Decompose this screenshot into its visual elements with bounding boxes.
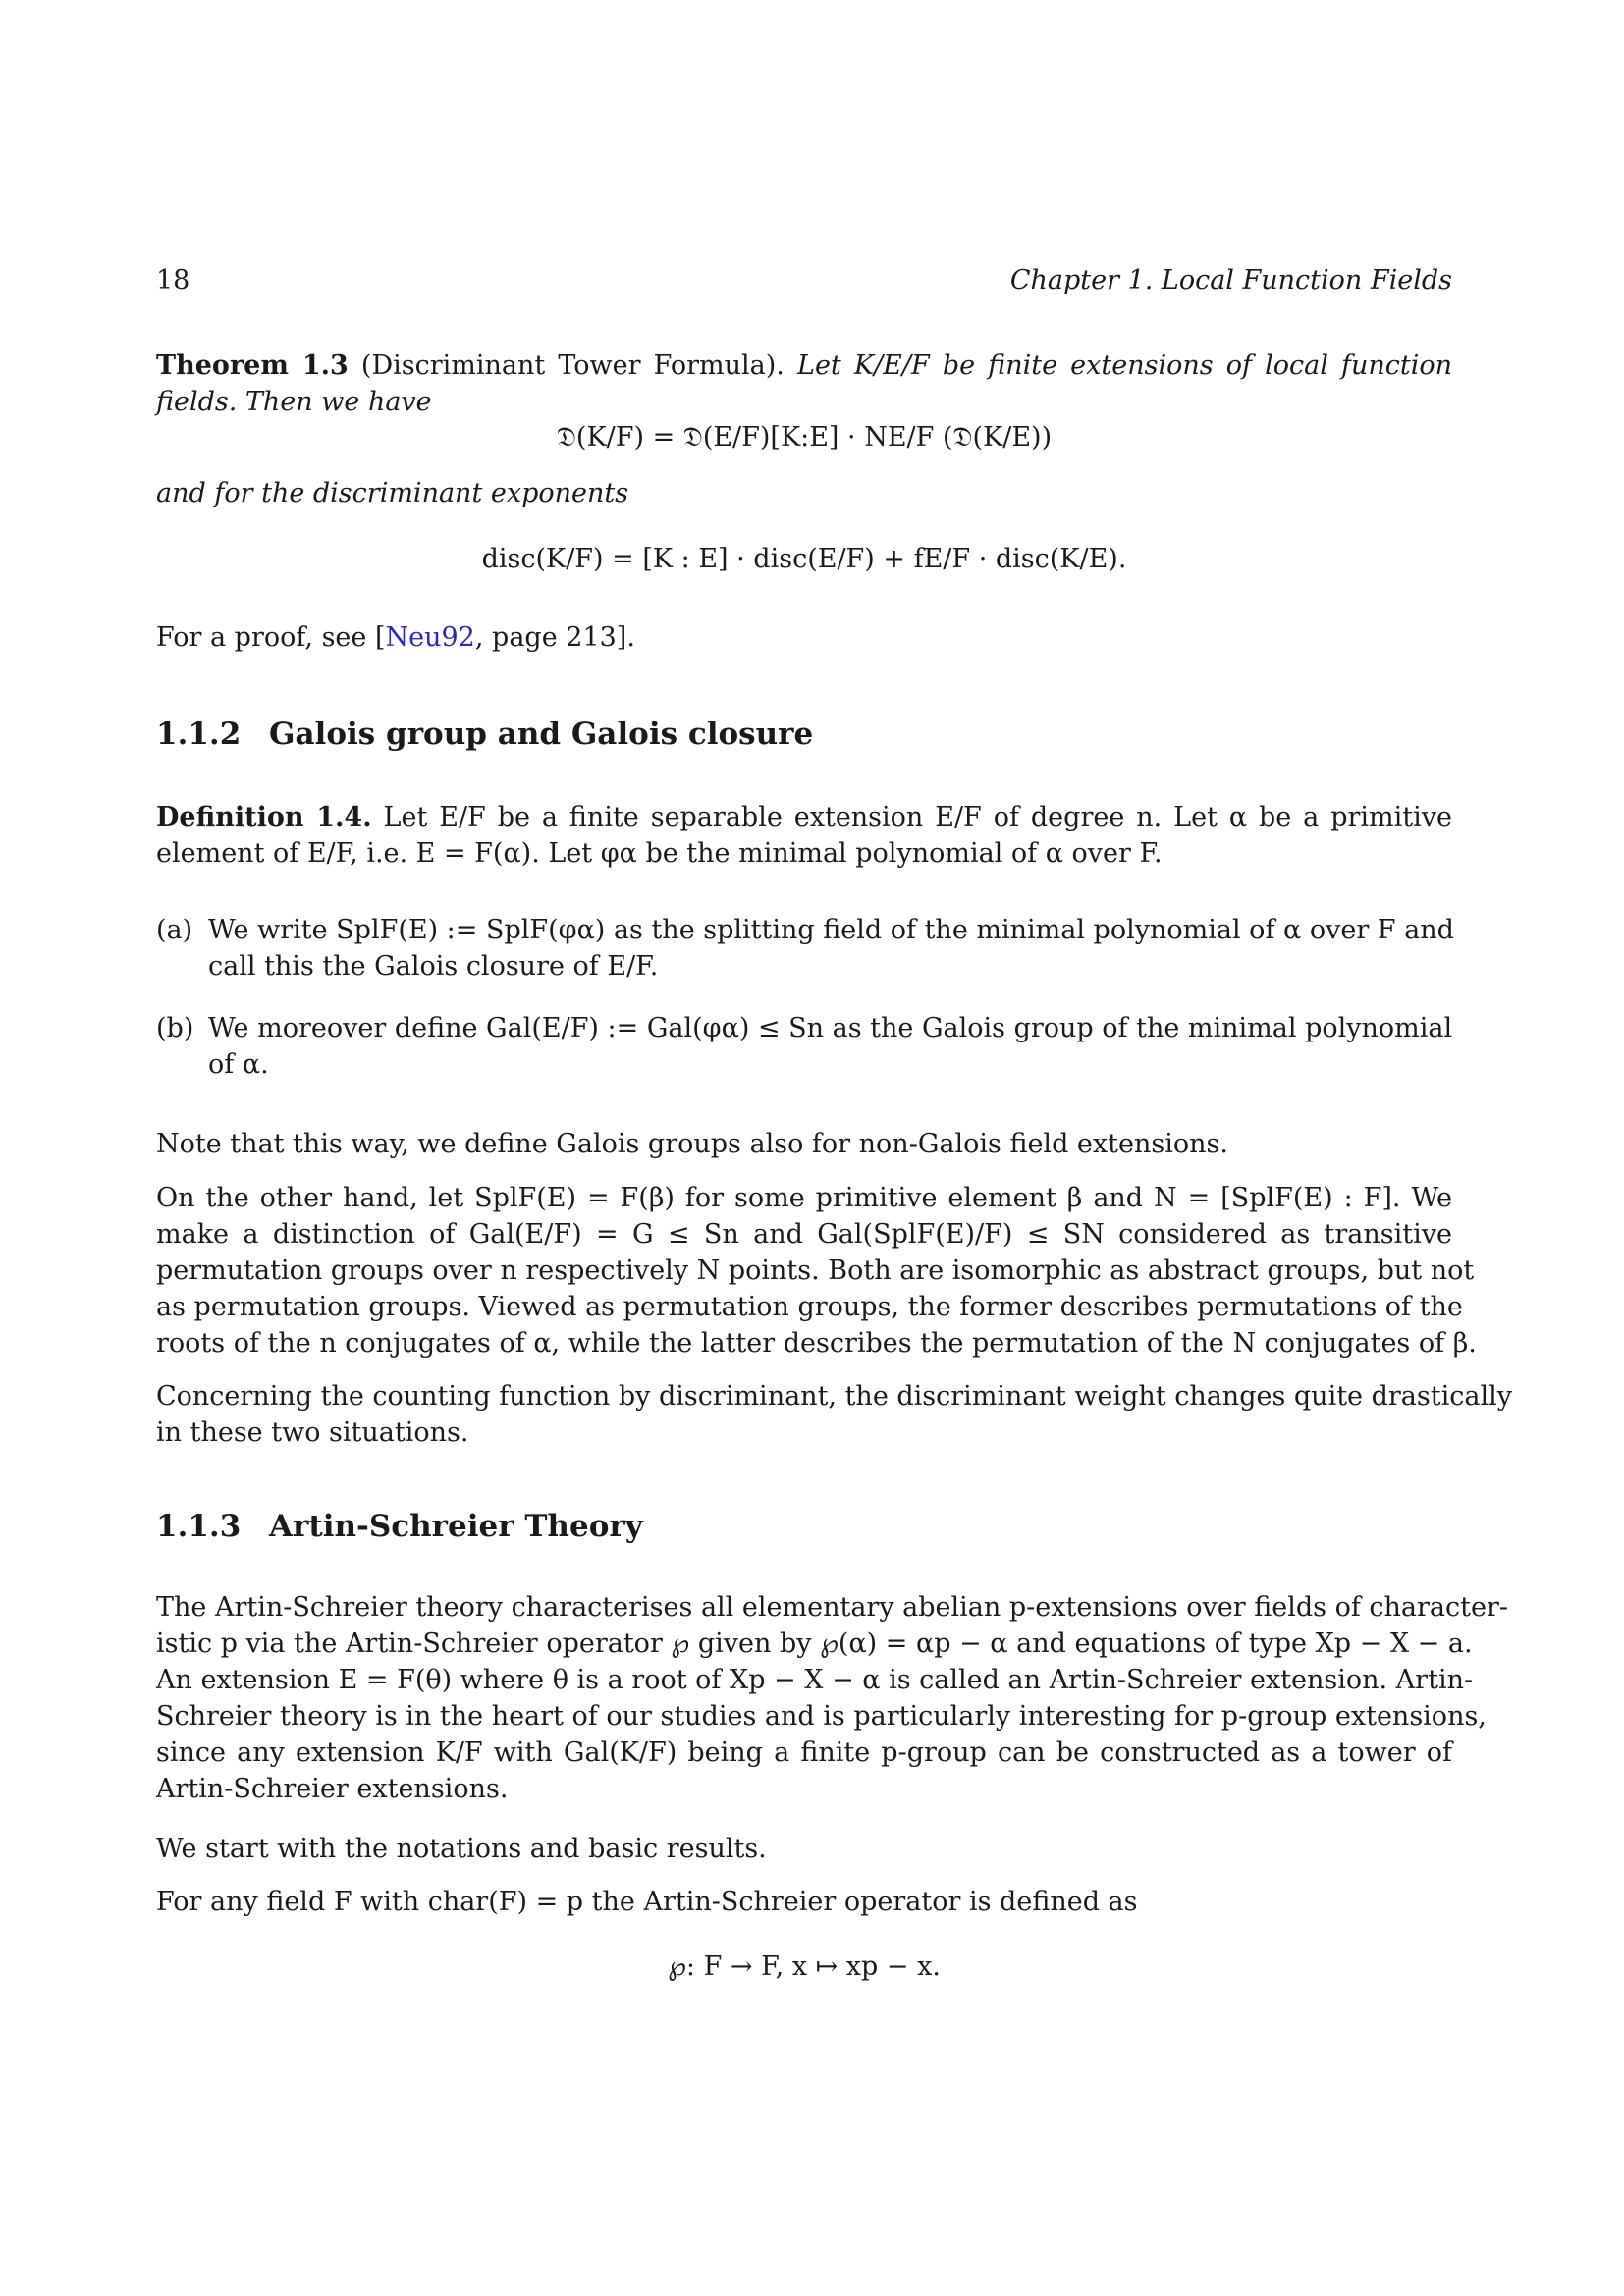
item-a-label: (a) — [156, 915, 193, 945]
equation-disc-exponents: disc(K/F) = [K : E] · disc(E/F) + fE/F · disc(K/E). — [481, 544, 1127, 574]
running-title: Chapter 1. Local Function Fields — [1009, 265, 1452, 295]
theorem-statement-1: Let K/E/F be finite extensions of local function — [797, 350, 1452, 381]
page-number: 18 — [156, 265, 190, 295]
equation-artin-schreier-operator: ℘: F → F, x ↦ xp − x. — [668, 1951, 941, 1982]
theorem-and-text: and for the discriminant exponents — [156, 478, 629, 508]
artin-para-3: An extension E = F(θ) where θ is a root of Xp − X − α is called an Artin-Schreier extension. Artin- — [156, 1665, 1474, 1695]
artin-para-6: Artin-Schreier extensions. — [156, 1774, 509, 1804]
paragraph-other-hand-1: On the other hand, let SplF(E) = F(β) for some primitive element β and N = [SplF(E) : F]. We — [156, 1183, 1452, 1213]
paragraph-other-hand-2: make a distinction of Gal(E/F) = G ≤ Sn and Gal(SplF(E)/F) ≤ SN considered as transitive — [156, 1219, 1452, 1250]
artin-para-5: since any extension K/F with Gal(K/F) being a finite p-group can be constructed as a tower of — [156, 1737, 1452, 1768]
section-heading-1-1-3: 1.1.3 Artin-Schreier Theory — [156, 1509, 643, 1544]
artin-para-1: The Artin-Schreier theory characterises all elementary abelian p-extensions over fields of character- — [156, 1592, 1508, 1623]
item-a-line-2: call this the Galois closure of E/F. — [208, 951, 659, 982]
paragraph-other-hand-5: roots of the n conjugates of α, while the latter describes the permutation of the N conjugates of β. — [156, 1328, 1477, 1359]
paragraph-concerning-2: in these two situations. — [156, 1417, 469, 1448]
theorem-label: Theorem 1.3 — [156, 350, 349, 381]
definition-line-2: element of E/F, i.e. E = F(α). Let φα be the minimal polynomial of α over F. — [156, 838, 1163, 869]
item-b-label: (b) — [156, 1013, 194, 1043]
artin-start: We start with the notations and basic results. — [156, 1834, 767, 1864]
paragraph-note: Note that this way, we define Galois groups also for non-Galois field extensions. — [156, 1129, 1228, 1159]
definition-label: Definition 1.4. — [156, 802, 372, 832]
item-b-line-2: of α. — [208, 1049, 269, 1080]
artin-para-4: Schreier theory is in the heart of our studies and is particularly interesting for p-group extensions, — [156, 1701, 1487, 1732]
section-heading-1-1-2: 1.1.2 Galois group and Galois closure — [156, 717, 814, 752]
theorem-name: (Discriminant Tower Formula). — [360, 350, 785, 381]
proof-reference: For a proof, see [Neu92, page 213]. — [156, 622, 635, 653]
item-b-line-1: We moreover define Gal(E/F) := Gal(φα) ≤ Sn as the Galois group of the minimal polynomial — [208, 1013, 1453, 1043]
paragraph-other-hand-4: as permutation groups. Viewed as permutation groups, the former describes permutations of the — [156, 1292, 1463, 1322]
artin-any-field: For any field F with char(F) = p the Artin-Schreier operator is defined as — [156, 1887, 1138, 1917]
theorem-line-1 — [156, 348, 1452, 384]
definition-line-1: Definition 1.4. Let E/F be a finite separable extension E/F of degree n. Let α be a primitive — [156, 802, 1452, 832]
theorem-statement-2: fields. Then we have — [156, 387, 432, 417]
item-a-line-1: We write SplF(E) := SplF(φα) as the splitting field of the minimal polynomial of α over F and — [208, 915, 1454, 945]
artin-para-2: istic p via the Artin-Schreier operator ℘ given by ℘(α) = αp − α and equations of type Xp − X − a. — [156, 1629, 1473, 1659]
equation-discriminant-tower: 𝔇(K/F) = 𝔇(E/F)[K:E] · NE/F (𝔇(K/E)) — [556, 422, 1053, 453]
paragraph-concerning-1: Concerning the counting function by discriminant, the discriminant weight changes quite drastically — [156, 1381, 1512, 1412]
paragraph-other-hand-3: permutation groups over n respectively N points. Both are isomorphic as abstract groups, but not — [156, 1255, 1475, 1286]
citation-neu92[interactable]: Neu92 — [385, 622, 475, 653]
